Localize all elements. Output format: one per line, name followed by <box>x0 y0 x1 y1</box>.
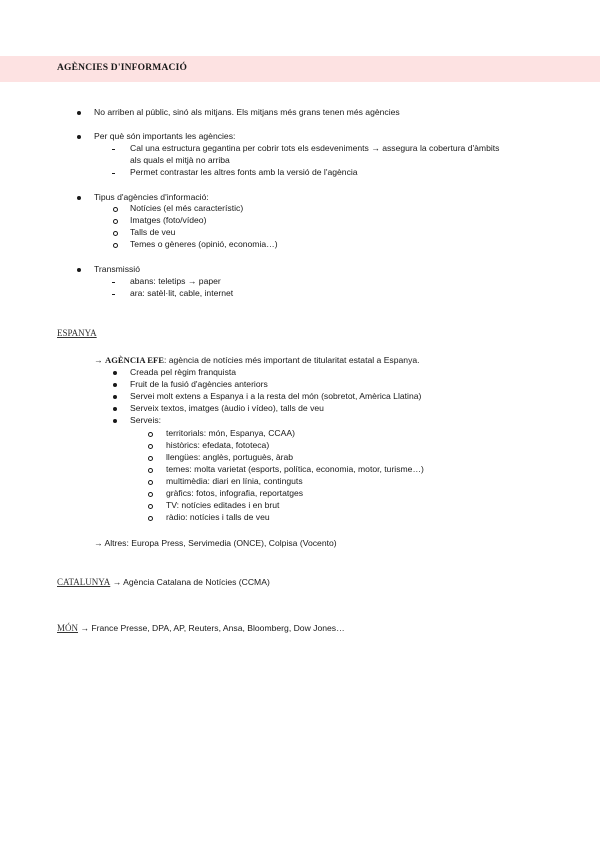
circle-bullet <box>148 516 153 521</box>
bullet-dot <box>113 371 117 375</box>
intro-bullet-2-sub-1-line-2: als quals el mitjà no arriba <box>130 155 230 165</box>
circle-bullet <box>113 231 118 236</box>
arrow-icon: → <box>94 355 103 365</box>
efe-point: Servei molt extens a Espanya i a la resta del món (sobretot, Amèrica Llatina) <box>130 391 422 401</box>
tipus-item: Temes o gèneres (opinió, economia…) <box>130 239 278 249</box>
efe-line <box>94 355 420 366</box>
circle-bullet <box>148 432 153 437</box>
dash-bullet <box>112 149 115 150</box>
bullet-dot <box>77 135 81 139</box>
servei-item: llengües: anglès, portuguès, àrab <box>166 452 294 462</box>
circle-bullet <box>113 219 118 224</box>
servei-item: gràfics: fotos, infografia, reportatges <box>166 488 304 498</box>
intro-bullet-2-sub-2: Permet contrastar les altres fonts amb la versió de l'agència <box>130 167 358 177</box>
intro-bullet-1: No arriben al públic, sinó als mitjans. Els mitjans més grans tenen més agències <box>94 107 400 117</box>
circle-bullet <box>148 456 153 461</box>
bullet-dot <box>77 268 81 272</box>
servei-item: TV: notícies editades i en brut <box>166 500 280 510</box>
circle-bullet <box>113 243 118 248</box>
circle-bullet <box>148 504 153 509</box>
servei-item: històrics: efedata, fototeca) <box>166 440 270 450</box>
section-heading-catalunya: CATALUNYA <box>57 577 111 587</box>
tipus-item: Talls de veu <box>130 227 176 237</box>
dash-bullet <box>112 282 115 283</box>
intro-bullet-4: Transmissió <box>94 264 140 274</box>
mon-line <box>57 623 345 634</box>
bullet-dot <box>113 383 117 387</box>
bullet-dot <box>113 419 117 423</box>
catalunya-line <box>57 577 270 588</box>
circle-bullet <box>148 480 153 485</box>
efe-description: : agència de notícies més important de titularitat estatal a Espanya. <box>163 355 420 365</box>
servei-item: ràdio: notícies i talls de veu <box>166 512 270 522</box>
tipus-item: Imatges (foto/vídeo) <box>130 215 207 225</box>
servei-item: multimèdia: diari en línia, continguts <box>166 476 303 486</box>
dash-bullet <box>112 173 115 174</box>
bullet-dot <box>77 111 81 115</box>
efe-point: Creada pel règim franquista <box>130 367 237 377</box>
circle-bullet <box>148 444 153 449</box>
tipus-item: Notícies (el més característic) <box>130 203 244 213</box>
transmissio-item: abans: teletips → paper <box>130 276 221 286</box>
intro-bullet-2-sub-1-line-1: Cal una estructura gegantina per cobrir tots els esdeveniments → assegura la cobertura d'àmbits <box>130 143 500 153</box>
dash-bullet <box>112 294 115 295</box>
circle-bullet <box>148 468 153 473</box>
intro-bullet-2: Per què són importants les agències: <box>94 131 236 141</box>
efe-point: Serveix textos, imatges (àudio i vídeo), talls de veu <box>130 403 324 413</box>
mon-text: → France Presse, DPA, AP, Reuters, Ansa, Bloomberg, Dow Jones… <box>78 623 345 633</box>
intro-bullet-3: Tipus d'agències d'informació: <box>94 192 209 202</box>
efe-point: Serveis: <box>130 415 162 425</box>
bullet-dot <box>113 407 117 411</box>
efe-name: AGÈNCIA EFE <box>104 355 164 365</box>
transmissio-item: ara: satèl·lit, cable, internet <box>130 288 234 298</box>
circle-bullet <box>113 207 118 212</box>
page-title: AGÈNCIES D'INFORMACIÓ <box>57 63 188 73</box>
efe-point: Fruit de la fusió d'agències anteriors <box>130 379 268 389</box>
section-heading-espanya: ESPANYA <box>57 328 97 338</box>
bullet-dot <box>113 395 117 399</box>
section-heading-mon: MÓN <box>57 623 79 633</box>
servei-item: temes: molta varietat (esports, política, economia, motor, turisme…) <box>166 464 424 474</box>
bullet-dot <box>77 196 81 200</box>
servei-item: territorials: món, Espanya, CCAA) <box>166 428 295 438</box>
altres-line: → Altres: Europa Press, Servimedia (ONCE), Colpisa (Vocento) <box>94 538 337 548</box>
circle-bullet <box>148 492 153 497</box>
catalunya-text: → Agència Catalana de Notícies (CCMA) <box>110 577 270 587</box>
